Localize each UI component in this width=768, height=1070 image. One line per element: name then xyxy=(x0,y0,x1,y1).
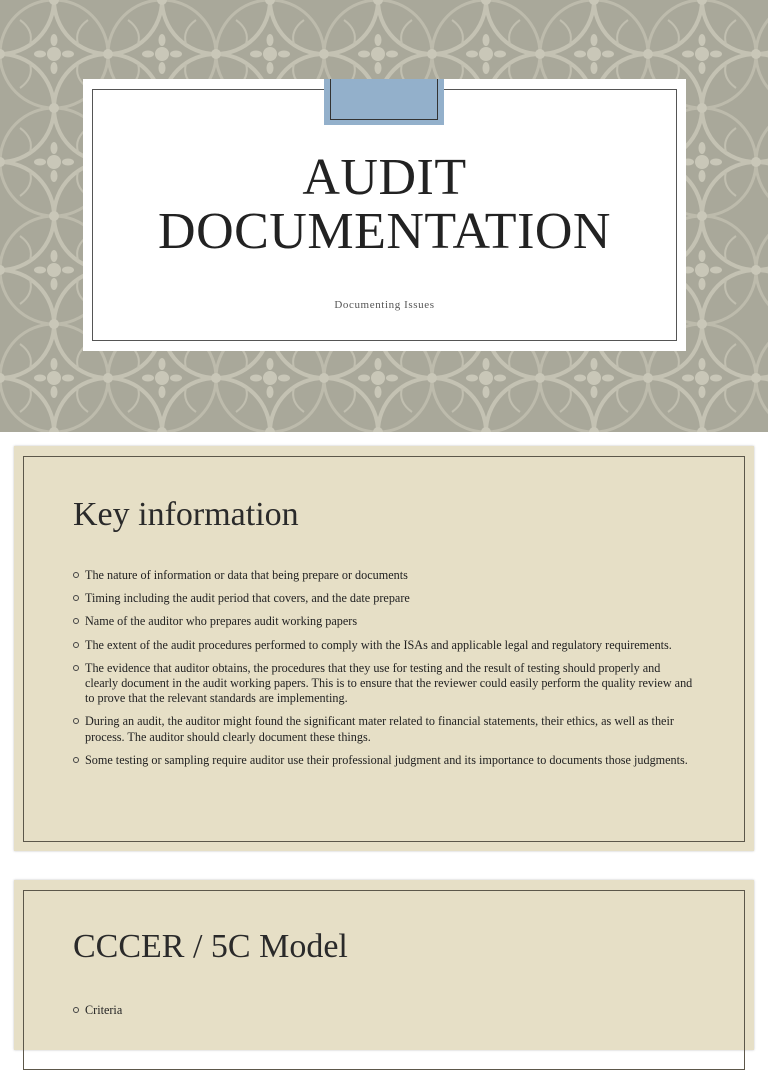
slide-heading: Key information xyxy=(73,496,299,533)
bullet-icon xyxy=(73,757,79,763)
bullet-text: During an audit, the auditor might found the significant mater related to financial statements, their ethics, as well as their process. The auditor should clearly document these things. xyxy=(85,714,674,744)
key-information-slide xyxy=(14,446,754,851)
cccer-model-slide xyxy=(14,880,754,1050)
title-tab-accent xyxy=(324,79,444,125)
bullet-text: Criteria xyxy=(85,1003,123,1017)
bullet-list xyxy=(73,568,693,776)
list-item xyxy=(73,614,693,629)
title-line-1: AUDIT xyxy=(302,149,467,206)
bullet-icon xyxy=(73,665,79,671)
title-line-2: DOCUMENTATION xyxy=(158,203,611,260)
list-item xyxy=(73,714,693,744)
bullet-text: Name of the auditor who prepares audit working papers xyxy=(85,614,358,629)
title-tab-inner-border xyxy=(330,79,438,120)
bullet-text: The nature of information or data that being prepare or documents xyxy=(85,568,408,582)
slide-heading: CCCER / 5C Model xyxy=(73,928,348,965)
list-item xyxy=(73,638,693,653)
title-slide xyxy=(0,0,768,432)
bullet-icon xyxy=(73,642,79,648)
bullet-icon xyxy=(73,595,79,601)
slide-frame xyxy=(23,890,745,1070)
bullet-text: Some testing or sampling require auditor use their professional judgment and its importance to documents those judgments. xyxy=(85,752,688,767)
list-item xyxy=(73,568,693,583)
list-item xyxy=(73,1003,693,1018)
title-card xyxy=(83,79,686,351)
list-item xyxy=(73,661,693,707)
presentation-subtitle: Documenting Issues xyxy=(334,299,435,311)
bullet-text: Timing including the audit period that covers, and the date prepare xyxy=(85,591,410,606)
list-item xyxy=(73,591,693,606)
list-item xyxy=(73,753,693,768)
bullet-text: The extent of the audit procedures performed to comply with the ISAs and applicable legal and regulatory requirements. xyxy=(85,637,672,652)
bullet-text: The evidence that auditor obtains, the procedures that they use for testing and the result of testing should properly and clearly document in the audit working papers. This is to ensure that the reviewer could easily perform the quality review and to prove that the relevant standards are implementing. xyxy=(85,660,693,706)
bullet-list xyxy=(73,1003,693,1026)
presentation-title xyxy=(83,151,686,259)
bullet-icon xyxy=(73,618,79,624)
bullet-icon xyxy=(73,572,79,578)
bullet-icon xyxy=(73,1007,79,1013)
bullet-icon xyxy=(73,718,79,724)
